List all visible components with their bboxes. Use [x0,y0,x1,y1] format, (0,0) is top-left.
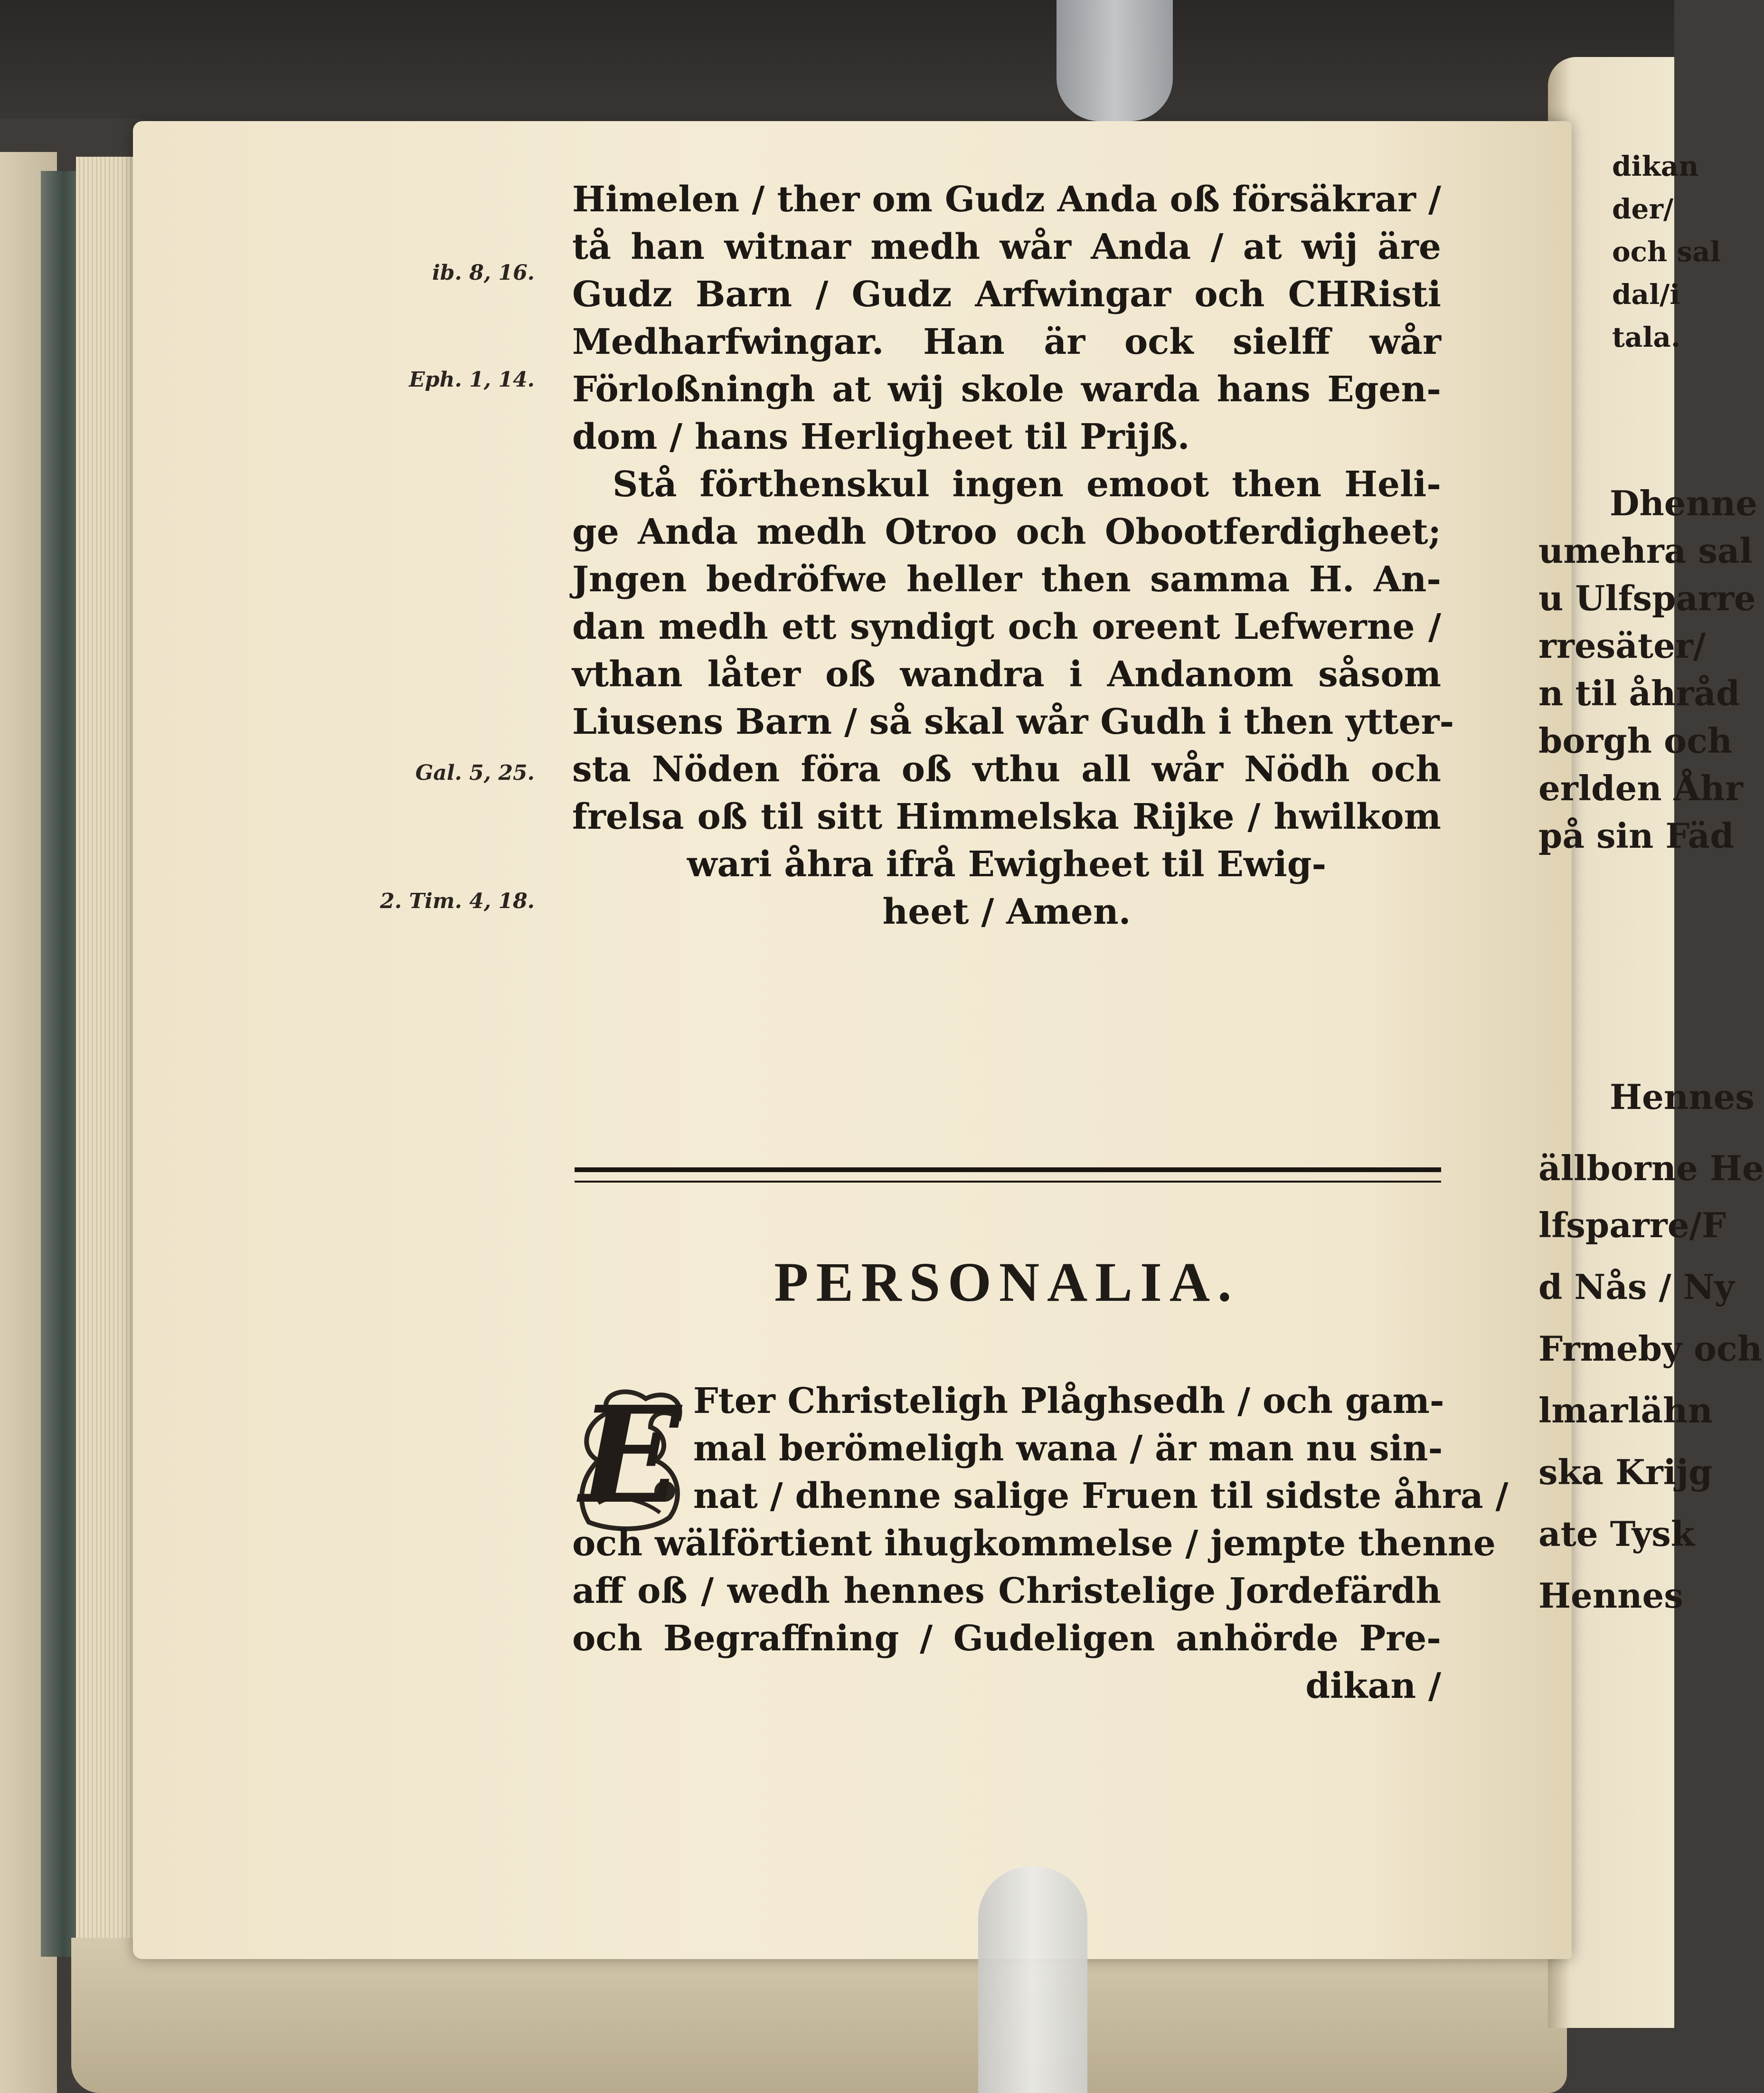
facing-page-line: tala. [1612,321,1681,353]
text-line: och Begraffning / Gudeligen anhörde Pre- [572,1618,1441,1659]
facing-page-line: och sal [1612,236,1721,268]
text-line: Stå förthenskul ingen emoot then Heli- [613,464,1441,505]
text-line: frelsa oß til sitt Himmelska Rijke / hwilkom [572,796,1441,837]
facing-page-line: Dhenne [1610,483,1758,523]
facing-page-line: Frmeby och [1538,1328,1763,1369]
facing-page-line: n til åhråd [1538,673,1740,713]
margin-note: Gal. 5, 25. [415,761,535,785]
facing-page-line: ate Tysk [1538,1514,1695,1554]
text-line: dom / hans Herligheet til Prijß. [572,417,1190,457]
page-clip-bottom [978,1866,1087,2093]
text-line: wari åhra ifrå Ewigheet til Ewig- [687,844,1327,885]
text-line: mal berömeligh wana / är man nu sin- [693,1428,1443,1469]
dark-backdrop [0,0,1674,119]
text-line: Jngen bedröfwe heller then samma H. An- [572,559,1441,600]
text-line: nat / dhenne salige Fruen til sidste åhra / [693,1476,1509,1516]
text-line: Liusens Barn / så skal wår Gudh i then ytter- [572,701,1454,742]
text-line: Gudz Barn / Gudz Arfwingar och CHRisti [572,274,1441,315]
text-line: Förloßningh at wij skole warda hans Egen- [572,369,1441,410]
facing-page-line: ska Krijg [1538,1452,1713,1492]
facing-page-line: u Ulfsparre [1538,578,1756,618]
facing-page-line: dal/i [1612,278,1680,311]
text-line: sta Nöden föra oß vthu all wår Nödh och [572,749,1441,790]
page-bottom-curl [71,1938,1567,2093]
facing-page-line: rresäter/ [1538,625,1706,666]
page-clip-top [1057,0,1173,121]
facing-page-line: lfsparre/F [1538,1205,1726,1245]
margin-note: ib. 8, 16. [432,261,535,285]
section-rule-thick [575,1167,1441,1172]
facing-page-line: ällborne He [1538,1148,1764,1188]
text-line: dan medh ett syndigt och oreent Lefwerne / [572,606,1441,647]
text-line: och wälförtient ihugkommelse / jempte thenne [572,1523,1496,1564]
text-line: tå han witnar medh wår Anda / at wij äre [572,227,1441,267]
margin-note: Eph. 1, 14. [409,368,535,392]
book-spine [41,171,79,1957]
facing-page-line: borgh och [1538,720,1733,761]
text-line: Fter Christeligh Plåghsedh / och gam- [693,1381,1444,1421]
text-line: Himelen / ther om Gudz Anda oß försäkrar / [572,179,1441,220]
text-line: vthan låter oß wandra i Andanom såsom [572,654,1441,695]
section-rule-thin [575,1181,1441,1183]
text-line: ge Anda medh Otroo och Obootferdigheet; [572,511,1441,552]
facing-page-line: Hennes [1538,1575,1683,1616]
text-line: dikan / [1305,1666,1441,1706]
facing-page-line: Hennes [1610,1077,1755,1117]
section-heading: PERSONALIA. [774,1251,1239,1313]
facing-page-line: dikan [1612,150,1699,182]
facing-page-line: d Nås / Ny [1538,1267,1735,1307]
text-line: aff oß / wedh hennes Christelige Jordefärdh [572,1571,1441,1611]
text-line: Medharfwingar. Han är ock sielff wår [572,322,1441,362]
text-line: heet / Amen. [882,891,1131,932]
facing-page-line: umehra sal [1538,530,1753,571]
facing-page-line: der/ [1612,193,1674,225]
page-stack [76,157,140,2009]
drop-cap-letter: E [579,1377,681,1534]
facing-page-line: på sin Fäd [1538,815,1734,856]
facing-page-line: erlden Åhr [1538,768,1743,808]
margin-note: 2. Tim. 4, 18. [380,889,535,913]
facing-page-line: lmarlähn [1538,1390,1713,1430]
